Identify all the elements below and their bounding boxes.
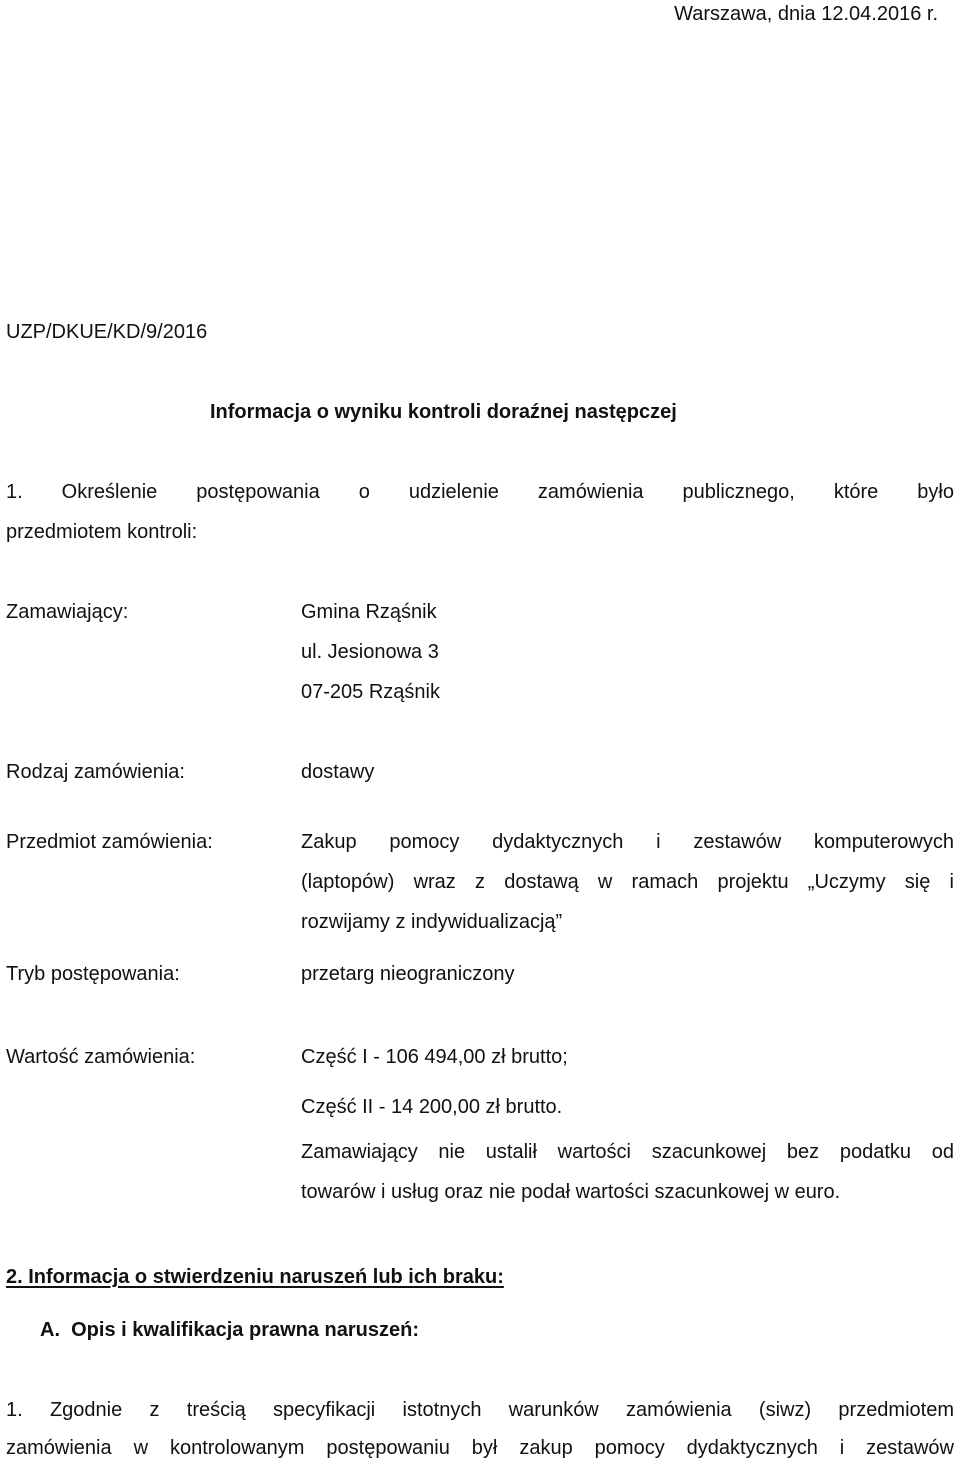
- zamawiajacy-postal: 07-205 Rząśnik: [301, 681, 440, 703]
- section-1-heading-line2: przedmiotem kontroli:: [6, 521, 198, 543]
- przedmiot-label: Przedmiot zamówienia:: [6, 831, 213, 853]
- tryb-label: Tryb postępowania:: [6, 963, 180, 985]
- rodzaj-value: dostawy: [301, 761, 375, 783]
- wartosc-czesc-2: Część II - 14 200,00 zł brutto.: [301, 1096, 563, 1118]
- document-reference: UZP/DKUE/KD/9/2016: [6, 321, 208, 343]
- przedmiot-line2: (laptopów) wraz z dostawą w ramach projektu „Uczymy się i: [301, 871, 954, 893]
- document-date: Warszawa, dnia 12.04.2016 r.: [674, 3, 938, 25]
- section-1-heading-line1: 1. Określenie postępowania o udzielenie zamówienia publicznego, które było: [6, 481, 954, 503]
- przedmiot-line3: rozwijamy z indywidualizacją”: [301, 911, 563, 933]
- section-2-heading: 2. Informacja o stwierdzeniu naruszeń lub ich braku:: [6, 1266, 504, 1288]
- wartosc-note-line1: Zamawiający nie ustalił wartości szacunkowej bez podatku od: [301, 1141, 954, 1163]
- document-title: Informacja o wyniku kontroli doraźnej następczej: [210, 401, 677, 423]
- zamawiajacy-street: ul. Jesionowa 3: [301, 641, 439, 663]
- wartosc-note-line2: towarów i usług oraz nie podał wartości szacunkowej w euro.: [301, 1181, 841, 1203]
- section-2a-heading: A. Opis i kwalifikacja prawna naruszeń:: [40, 1319, 420, 1341]
- wartosc-czesc-1: Część I - 106 494,00 zł brutto;: [301, 1046, 568, 1068]
- section-2-paragraph-line2: zamówienia w kontrolowanym postępowaniu był zakup pomocy dydaktycznych i zestawów: [6, 1437, 954, 1459]
- wartosc-label: Wartość zamówienia:: [6, 1046, 196, 1068]
- rodzaj-label: Rodzaj zamówienia:: [6, 761, 185, 783]
- tryb-value: przetarg nieograniczony: [301, 963, 515, 985]
- zamawiajacy-label: Zamawiający:: [6, 601, 129, 623]
- zamawiajacy-name: Gmina Rząśnik: [301, 601, 437, 623]
- section-2-paragraph-line1: 1. Zgodnie z treścią specyfikacji istotnych warunków zamówienia (siwz) przedmiotem: [6, 1399, 954, 1421]
- przedmiot-line1: Zakup pomocy dydaktycznych i zestawów komputerowych: [301, 831, 954, 853]
